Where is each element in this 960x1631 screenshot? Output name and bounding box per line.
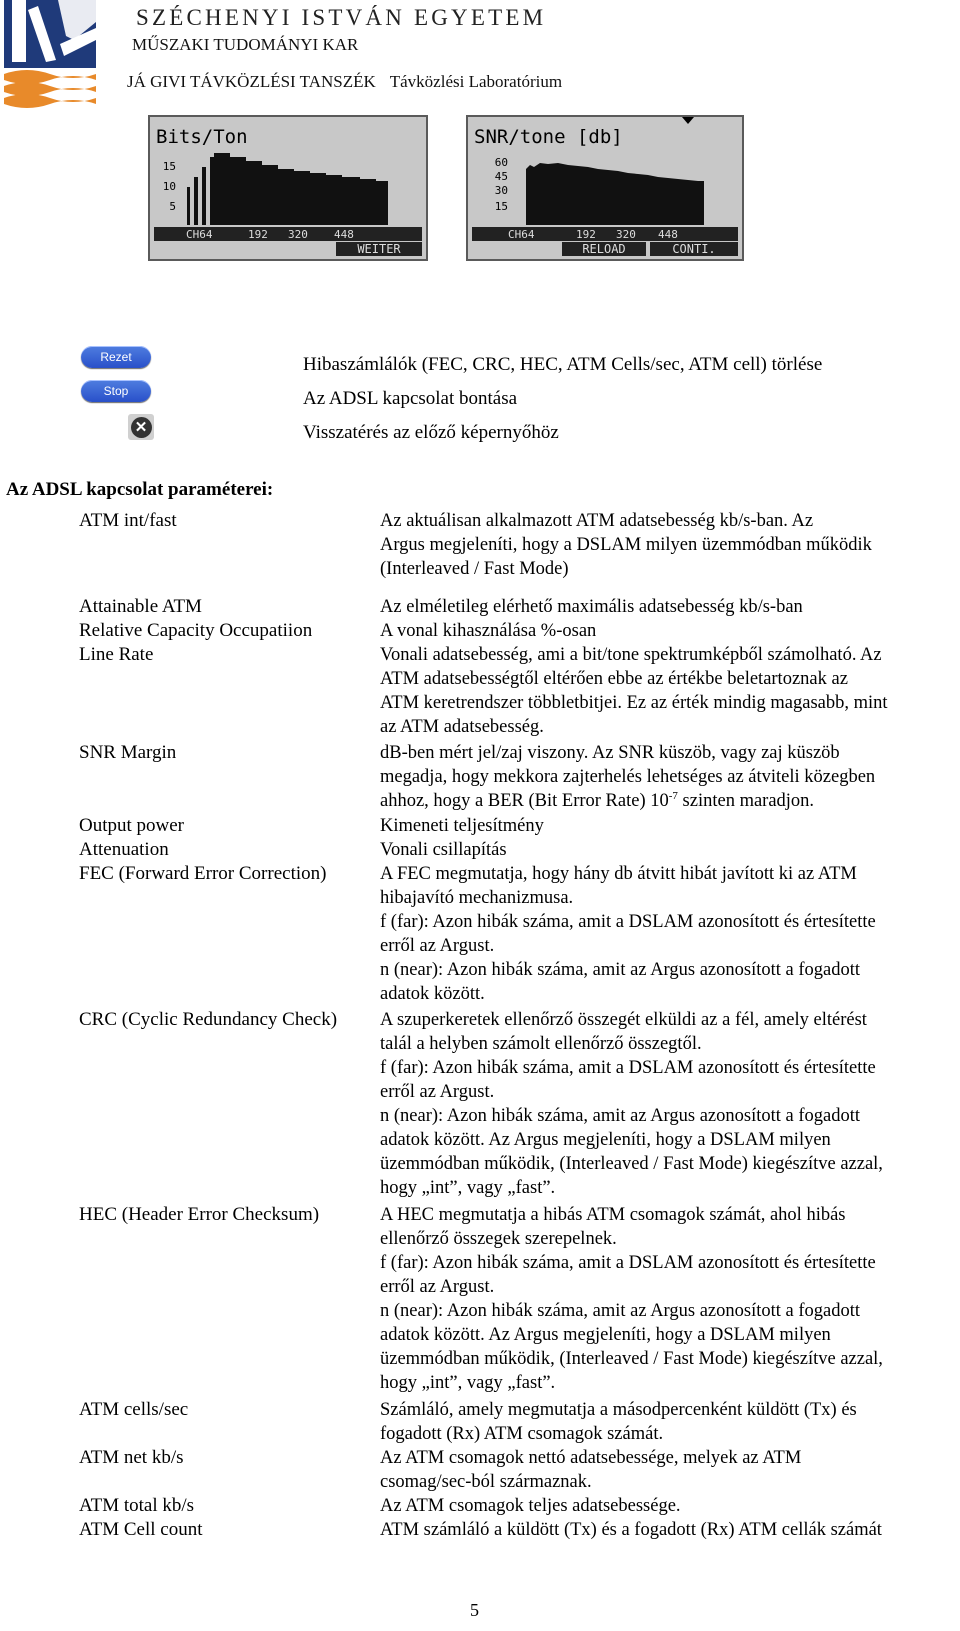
description-line: Az elméletileg elérhető maximális adatsebesség kb/s-ban	[380, 597, 803, 617]
snr-screen-title: SNR/tone [db]	[474, 126, 623, 148]
department-line	[127, 72, 562, 92]
bits-per-tone-screen	[148, 115, 428, 261]
description-line: n (near): Azon hibák száma, amit az Argus azonosított a fogadott	[380, 960, 861, 980]
snr-ytick-60: 60	[494, 156, 508, 169]
param-description	[380, 1203, 960, 1395]
description-line: csomag/sec-ból származnak.	[380, 1472, 592, 1492]
param-term: Line Rate	[79, 644, 154, 665]
description-line: Az ATM csomagok teljes adatsebessége.	[380, 1496, 681, 1516]
description-line: az ATM adatsebesség.	[380, 717, 544, 737]
description-line: talál a helyben számolt ellenőrző összegtől.	[380, 1034, 702, 1054]
bits-softkey-label: WEITER	[357, 242, 401, 256]
param-description	[380, 814, 960, 838]
description-line: hibajavító mechanizmusa.	[380, 888, 574, 908]
screen-pointer-icon	[682, 117, 694, 124]
param-description	[380, 838, 960, 862]
param-term: Attainable ATM	[79, 596, 202, 617]
description-line: n (near): Azon hibák száma, amit az Argus azonosított a fogadott	[380, 1301, 861, 1321]
param-description	[380, 741, 960, 813]
description-line: Vonali csillapítás	[380, 840, 507, 860]
close-button[interactable]	[128, 414, 154, 440]
param-term: ATM int/fast	[79, 510, 177, 531]
param-term: Attenuation	[79, 839, 169, 860]
description-line: hogy „int”, vagy „fast”.	[380, 1373, 556, 1393]
description-line: fogadott (Rx) ATM csomagok számát.	[380, 1424, 664, 1444]
bits-xtick-ch64: CH64	[186, 228, 213, 241]
bits-ytick-15: 15	[162, 160, 176, 173]
snr-xtick-320: 320	[616, 228, 636, 241]
snr-softkey-conti-label: CONTI.	[672, 242, 716, 256]
exponent-prefix: ahhoz, hogy a BER (Bit Error Rate) 10	[380, 791, 669, 811]
exponent-suffix: szinten maradjon.	[677, 791, 815, 811]
bits-ytick-5: 5	[169, 200, 176, 213]
description-line: Vonali adatsebesség, ami a bit/tone spektrumképből számolható. Az	[380, 645, 882, 665]
description-line: f (far): Azon hibák száma, amit a DSLAM azonosított és értesítette	[380, 1058, 876, 1078]
department-name: JÁ GIVI TÁVKÖZLÉSI TANSZÉK	[127, 72, 376, 91]
description-line: Az ATM csomagok nettó adatsebessége, melyek az ATM	[380, 1448, 802, 1468]
param-description	[380, 1398, 960, 1446]
param-description	[380, 862, 960, 1006]
snr-ytick-30: 30	[494, 184, 508, 197]
description-line: adatok között. Az Argus megjeleníti, hogy a DSLAM milyen	[380, 1130, 831, 1150]
description-line: (Interleaved / Fast Mode)	[380, 559, 569, 579]
description-line: A HEC megmutatja a hibás ATM csomagok számát, ahol hibás	[380, 1205, 846, 1225]
description-line: ATM keretrendszer többletbitjei. Ez az érték mindig magasabb, mint	[380, 693, 888, 713]
param-term: ATM Cell count	[79, 1519, 203, 1540]
param-term: ATM net kb/s	[79, 1447, 184, 1468]
description-line: A FEC megmutatja, hogy hány db átvitt hibát javított ki az ATM	[380, 864, 857, 884]
stop-button[interactable]: Stop	[81, 380, 151, 402]
section-title: Az ADSL kapcsolat paraméterei:	[6, 479, 274, 500]
snr-xtick-448: 448	[658, 228, 678, 241]
snr-spectrum	[526, 163, 704, 225]
param-description	[380, 619, 960, 643]
university-logo	[4, 0, 96, 110]
description-line: Számláló, amely megmutatja a másodpercenként küldött (Tx) és	[380, 1400, 857, 1420]
page-number: 5	[470, 1600, 479, 1620]
snr-xtick-ch64: CH64	[508, 228, 535, 241]
stop-description: Az ADSL kapcsolat bontása	[303, 388, 518, 409]
snr-softkey-reload-label: RELOAD	[582, 242, 626, 256]
description-line: erről az Argust.	[380, 1277, 495, 1297]
param-description	[380, 643, 960, 739]
description-line: n (near): Azon hibák száma, amit az Argus azonosított a fogadott	[380, 1106, 861, 1126]
description-line: megadja, hogy mekkora zajterhelés lehetséges az átviteli közegben	[380, 767, 876, 787]
faculty-name: MŰSZAKI TUDOMÁNYI KAR	[132, 35, 359, 54]
description-line: üzemmódban működik, (Interleaved / Fast Mode) kiegészítve azzal,	[380, 1349, 883, 1369]
description-line: Argus megjeleníti, hogy a DSLAM milyen üzemmódban működik	[380, 535, 872, 555]
param-term: FEC (Forward Error Correction)	[79, 863, 327, 884]
reset-button[interactable]: Rezet	[81, 346, 151, 368]
bits-ytick-10: 10	[162, 180, 176, 193]
param-term: Output power	[79, 815, 185, 836]
description-line: ATM adatsebességtől eltérően ebbe az értékbe beletartoznak az	[380, 669, 848, 689]
bits-spectrum	[187, 153, 388, 225]
param-description	[380, 509, 960, 581]
snr-xtick-192: 192	[576, 228, 596, 241]
description-line: hogy „int”, vagy „fast”.	[380, 1178, 556, 1198]
param-term: CRC (Cyclic Redundancy Check)	[79, 1009, 338, 1030]
description-line: Kimeneti teljesítmény	[380, 816, 544, 836]
param-term: ATM total kb/s	[79, 1495, 195, 1516]
param-description	[380, 1008, 960, 1200]
bits-xtick-320: 320	[288, 228, 308, 241]
description-line: erről az Argust.	[380, 1082, 495, 1102]
description-line: f (far): Azon hibák száma, amit a DSLAM azonosított és értesítette	[380, 912, 876, 932]
close-icon: ✕	[131, 417, 152, 438]
description-line: A vonal kihasználása %-osan	[380, 621, 597, 641]
bits-screen-title: Bits/Ton	[156, 126, 248, 148]
param-term: HEC (Header Error Checksum)	[79, 1204, 320, 1225]
param-description	[380, 595, 960, 619]
university-name: SZÉCHENYI ISTVÁN EGYETEM	[136, 5, 547, 30]
snr-ytick-45: 45	[494, 170, 508, 183]
description-line: adatok között. Az Argus megjeleníti, hogy a DSLAM milyen	[380, 1325, 831, 1345]
bits-xtick-448: 448	[334, 228, 354, 241]
close-description: Visszatérés az előző képernyőhöz	[303, 422, 559, 443]
lab-name: Távközlési Laboratórium	[389, 72, 563, 91]
exponent: -7	[668, 789, 678, 802]
param-term: SNR Margin	[79, 742, 177, 763]
description-line: üzemmódban működik, (Interleaved / Fast Mode) kiegészítve azzal,	[380, 1154, 883, 1174]
param-description	[380, 1446, 960, 1494]
param-term: Relative Capacity Occupatiion	[79, 620, 313, 641]
description-line: f (far): Azon hibák száma, amit a DSLAM azonosított és értesítette	[380, 1253, 876, 1273]
reset-description: Hibaszámlálók (FEC, CRC, HEC, ATM Cells/sec, ATM cell) törlése	[303, 354, 823, 375]
description-line-with-exponent	[380, 789, 960, 813]
bits-xtick-192: 192	[248, 228, 268, 241]
description-line: erről az Argust.	[380, 936, 495, 956]
description-line: dB-ben mért jel/zaj viszony. Az SNR küszöb, vagy zaj küszöb	[380, 743, 840, 763]
description-line: Az aktuálisan alkalmazott ATM adatsebesség kb/s-ban. Az	[380, 511, 814, 531]
snr-ytick-15: 15	[494, 200, 508, 213]
description-line: A szuperkeretek ellenőrző összegét elküldi az a fél, amely eltérést	[380, 1010, 867, 1030]
snr-per-tone-screen	[466, 115, 744, 261]
description-line: adatok között.	[380, 984, 485, 1004]
description-line: ellenőrző összegek szerepelnek.	[380, 1229, 617, 1249]
param-description	[380, 1494, 960, 1518]
param-description	[380, 1518, 960, 1542]
param-term: ATM cells/sec	[79, 1399, 189, 1420]
description-line: ATM számláló a küldött (Tx) és a fogadott (Rx) ATM cellák számát	[380, 1520, 882, 1540]
